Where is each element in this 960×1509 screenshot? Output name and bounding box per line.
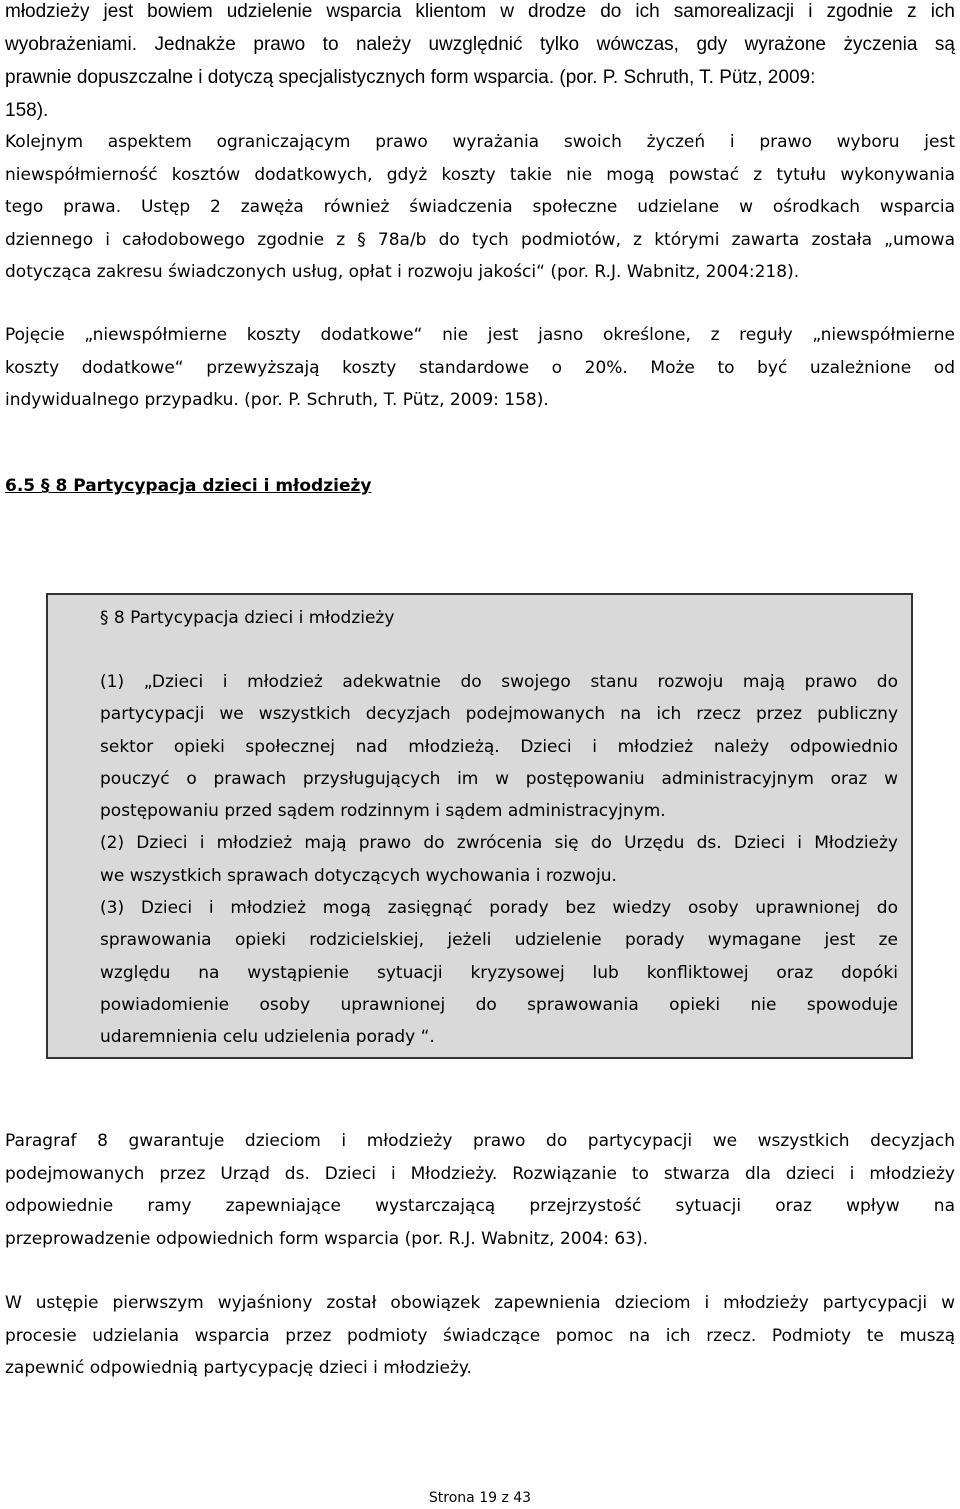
section-heading: 6.5 § 8 Partycypacja dzieci i młodzieży <box>5 476 372 496</box>
paragraph-4 <box>5 1125 955 1255</box>
text-line: 158). <box>5 100 49 121</box>
law-quote-box <box>46 593 913 1059</box>
text-line: dotycząca zakresu świadczonych usług, opłat i rozwoju jakości“ (por. R.J. Wabnitz, 2004:218). <box>5 262 800 282</box>
text-line: pouczyć o prawach przysługujących im w postępowaniu administracyjnym oraz w <box>100 768 898 789</box>
text-line: odpowiednie ramy zapewniające wystarczającą przejrzystość sytuacji oraz wpływ na <box>5 1196 955 1216</box>
text-line: indywidualnego przypadku. (por. P. Schruth, T. Pütz, 2009: 158). <box>5 390 549 410</box>
text-line: dziennego i całodobowego zgodnie z § 78a/b do tych podmiotów, z którymi zawarta została „umowa <box>5 229 955 250</box>
text-line: przeprowadzenie odpowiednich form wsparcia (por. R.J. Wabnitz, 2004: 63). <box>5 1228 649 1249</box>
text-line: partycypacji we wszystkich decyzjach podejmowanych na ich rzecz przez publiczny <box>100 704 898 725</box>
text-line: Paragraf 8 gwarantuje dzieciom i młodzieży prawo do partycypacji we wszystkich decyzjach <box>5 1131 955 1151</box>
text-line: we wszystkich sprawach dotyczących wychowania i rozwoju. <box>100 865 617 886</box>
text-line: sprawowania opieki rodzicielskiej, jeżeli udzielenie porady wymagane jest ze <box>100 930 898 951</box>
law-box-title: § 8 Partycypacja dzieci i młodzieży <box>100 608 395 628</box>
text-line: W ustępie pierwszym wyjaśniony został obowiązek zapewnienia dzieciom i młodzieży partycypacji w <box>5 1293 955 1313</box>
text-line: tego prawa. Ustęp 2 zawęża również świadczenia społeczne udzielane w ośrodkach wsparcia <box>5 197 955 217</box>
page-number-footer: Strona 19 z 43 <box>428 1490 532 1506</box>
paragraph-3 <box>5 319 955 417</box>
text-line: prawnie dopuszczalne i dotyczą specjalistycznych form wsparcia. (por. P. Schruth, T. Pütz, 2009: <box>5 67 816 88</box>
text-line: sektor opieki społecznej nad młodzieżą. Dzieci i młodzież należy odpowiednio <box>100 736 898 757</box>
text-line: (2) Dzieci i młodzież mają prawo do zwrócenia się do Urzędu ds. Dzieci i Młodzieży <box>100 833 898 854</box>
law-box-text <box>100 666 898 1054</box>
text-line: (3) Dzieci i młodzież mogą zasięgnąć porady bez wiedzy osoby uprawnionej do <box>100 898 898 919</box>
paragraph-5 <box>5 1287 955 1385</box>
text-line: procesie udzielania wsparcia przez podmioty świadczące pomoc na ich rzecz. Podmioty te muszą <box>5 1325 955 1346</box>
text-line: (1) „Dzieci i młodzież adekwatnie do swojego stanu rozwoju mają prawo do <box>100 672 898 692</box>
text-line: udaremnienia celu udzielenia porady “. <box>100 1027 435 1048</box>
paragraph-2 <box>5 126 955 289</box>
text-line: wyobrażeniami. Jednakże prawo to należy uwzględnić tylko wówczas, gdy wyrażone życzenia są <box>5 34 955 55</box>
text-line: względu na wystąpienie sytuacji kryzysowej lub konfliktowej oraz dopóki <box>100 962 898 983</box>
text-line: powiadomienie osoby uprawnionej do sprawowania opieki nie spowoduje <box>100 994 898 1015</box>
text-line: podejmowanych przez Urząd ds. Dzieci i Młodzieży. Rozwiązanie to stwarza dla dzieci i młodzieży <box>5 1163 955 1184</box>
text-line: młodzieży jest bowiem udzielenie wsparcia klientom w drodze do ich samorealizacji i zgodnie z ich <box>5 1 955 22</box>
text-line: Kolejnym aspektem ograniczającym prawo wyrażania swoich życzeń i prawo wyboru jest <box>5 132 955 152</box>
text-line: Pojęcie „niewspółmierne koszty dodatkowe“ nie jest jasno określone, z reguły „niewspółmierne <box>5 325 955 345</box>
text-line: zapewnić odpowiednią partycypację dzieci i młodzieży. <box>5 1358 472 1378</box>
text-line: koszty dodatkowe“ przewyższają koszty standardowe o 20%. Może to być uzależnione od <box>5 357 955 378</box>
text-line: niewspółmierność kosztów dodatkowych, gdyż koszty takie nie mogą powstać z tytułu wykonywania <box>5 164 955 185</box>
text-line: postępowaniu przed sądem rodzinnym i sądem administracyjnym. <box>100 801 666 822</box>
paragraph-top <box>5 0 955 127</box>
